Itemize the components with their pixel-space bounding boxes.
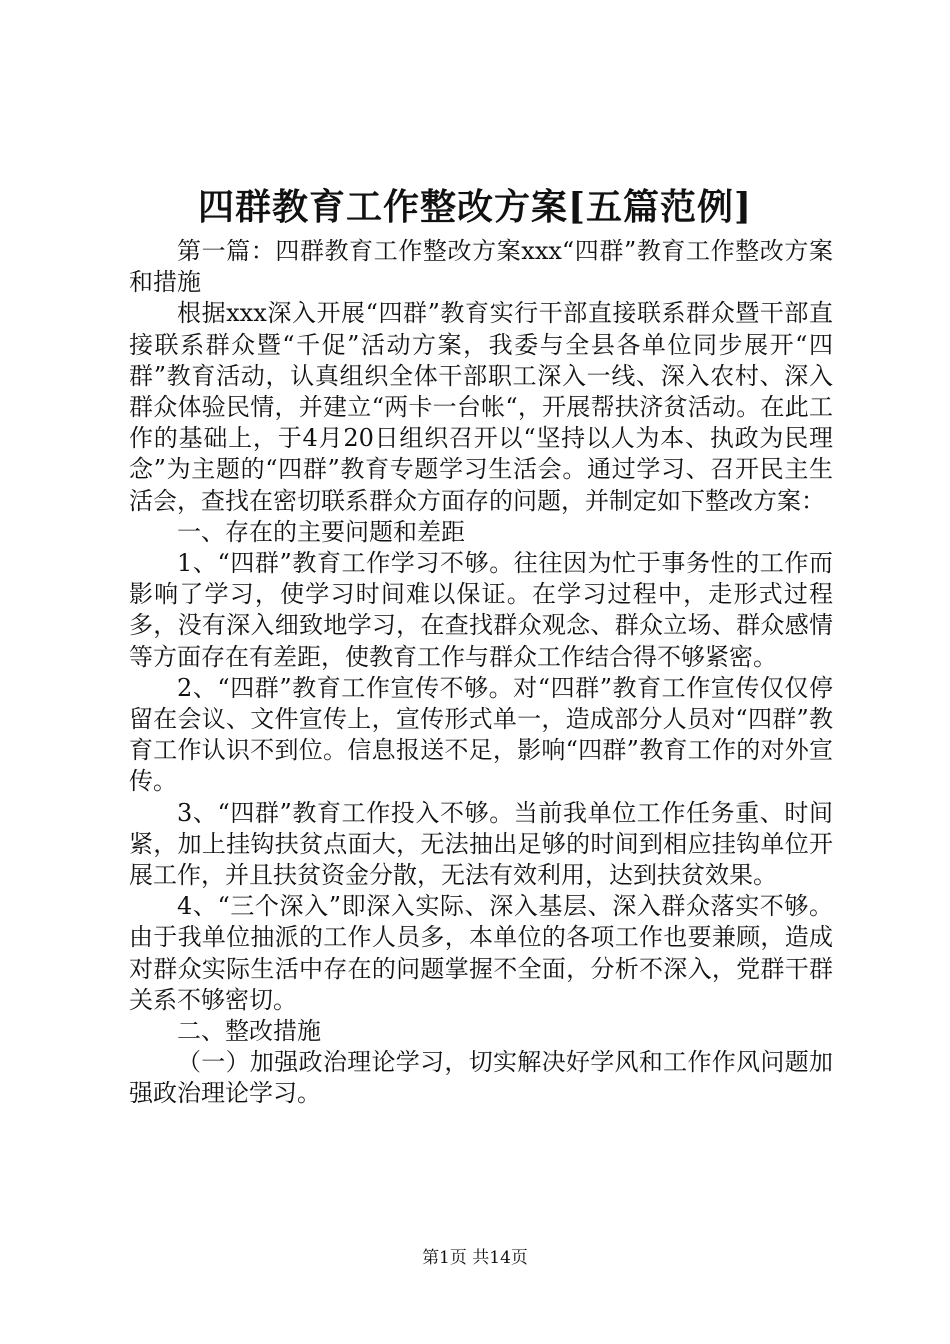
document-title: 四群教育工作整改方案[五篇范例] bbox=[197, 186, 753, 228]
paragraph-problem-4: 4、“三个深入”即深入实际、深入基层、深入群众落实不够。由于我单位抽派的工作人员多，本单位的各项工作也要兼顾，造成对群众实际生活中存在的问题掌握不全面，分析不深入，党群干群关系不够密切。 bbox=[129, 892, 833, 1014]
paragraph-problem-3: 3、“四群”教育工作投入不够。当前我单位工作任务重、时间紧，加上挂钩扶贫点面大，无法抽出足够的时间到相应挂钩单位开展工作，并且扶贫资金分散，无法有效利用，达到扶贫效果。 bbox=[129, 798, 833, 890]
paragraph-problem-2: 2、“四群”教育工作宣传不够。对“四群”教育工作宣传仅仅停留在会议、文件宣传上，宣传形式单一，造成部分人员对“四群”教育工作认识不到位。信息报送不足，影响“四群”教育工作的对外宣传。 bbox=[129, 673, 833, 796]
paragraph-section-heading: 第一篇：四群教育工作整改方案xxx“四群”教育工作整改方案和措施 bbox=[129, 237, 833, 297]
page-indicator: 第1页 共14页 bbox=[422, 1248, 528, 1268]
paragraph-heading-problems: 一、存在的主要问题和差距 bbox=[177, 517, 465, 546]
paragraph-heading-measures: 二、整改措施 bbox=[177, 1017, 321, 1046]
paragraph-intro: 根据xxx深入开展“四群”教育实行干部直接联系群众暨干部直接联系群众暨“千促”活动方案，我委与全县各单位同步展开“四群”教育活动，认真组织全体干部职工深入一线、深入农村、深入群众体验民情，并建立“两卡一台帐“，开展帮扶济贫活动。在此工作的基础上，于4月20日组织召开以“坚持以人为本、执政为民理念”为主题的“四群”教育专题学习生活会。通过学习、召开民主生活会，查找在密切联系群众方面存的问题，并制定如下整改方案： bbox=[129, 299, 833, 515]
paragraph-measure-1: （一）加强政治理论学习，切实解决好学风和工作作风问题加强政治理论学习。 bbox=[129, 1048, 833, 1108]
paragraph-problem-1: 1、“四群”教育工作学习不够。往往因为忙于事务性的工作而影响了学习，使学习时间难以保证。在学习过程中，走形式过程多，没有深入细致地学习，在查找群众观念、群众立场、群众感情等方面存在有差距，使教育工作与群众工作结合得不够紧密。 bbox=[129, 549, 833, 671]
document-body bbox=[129, 236, 833, 1110]
